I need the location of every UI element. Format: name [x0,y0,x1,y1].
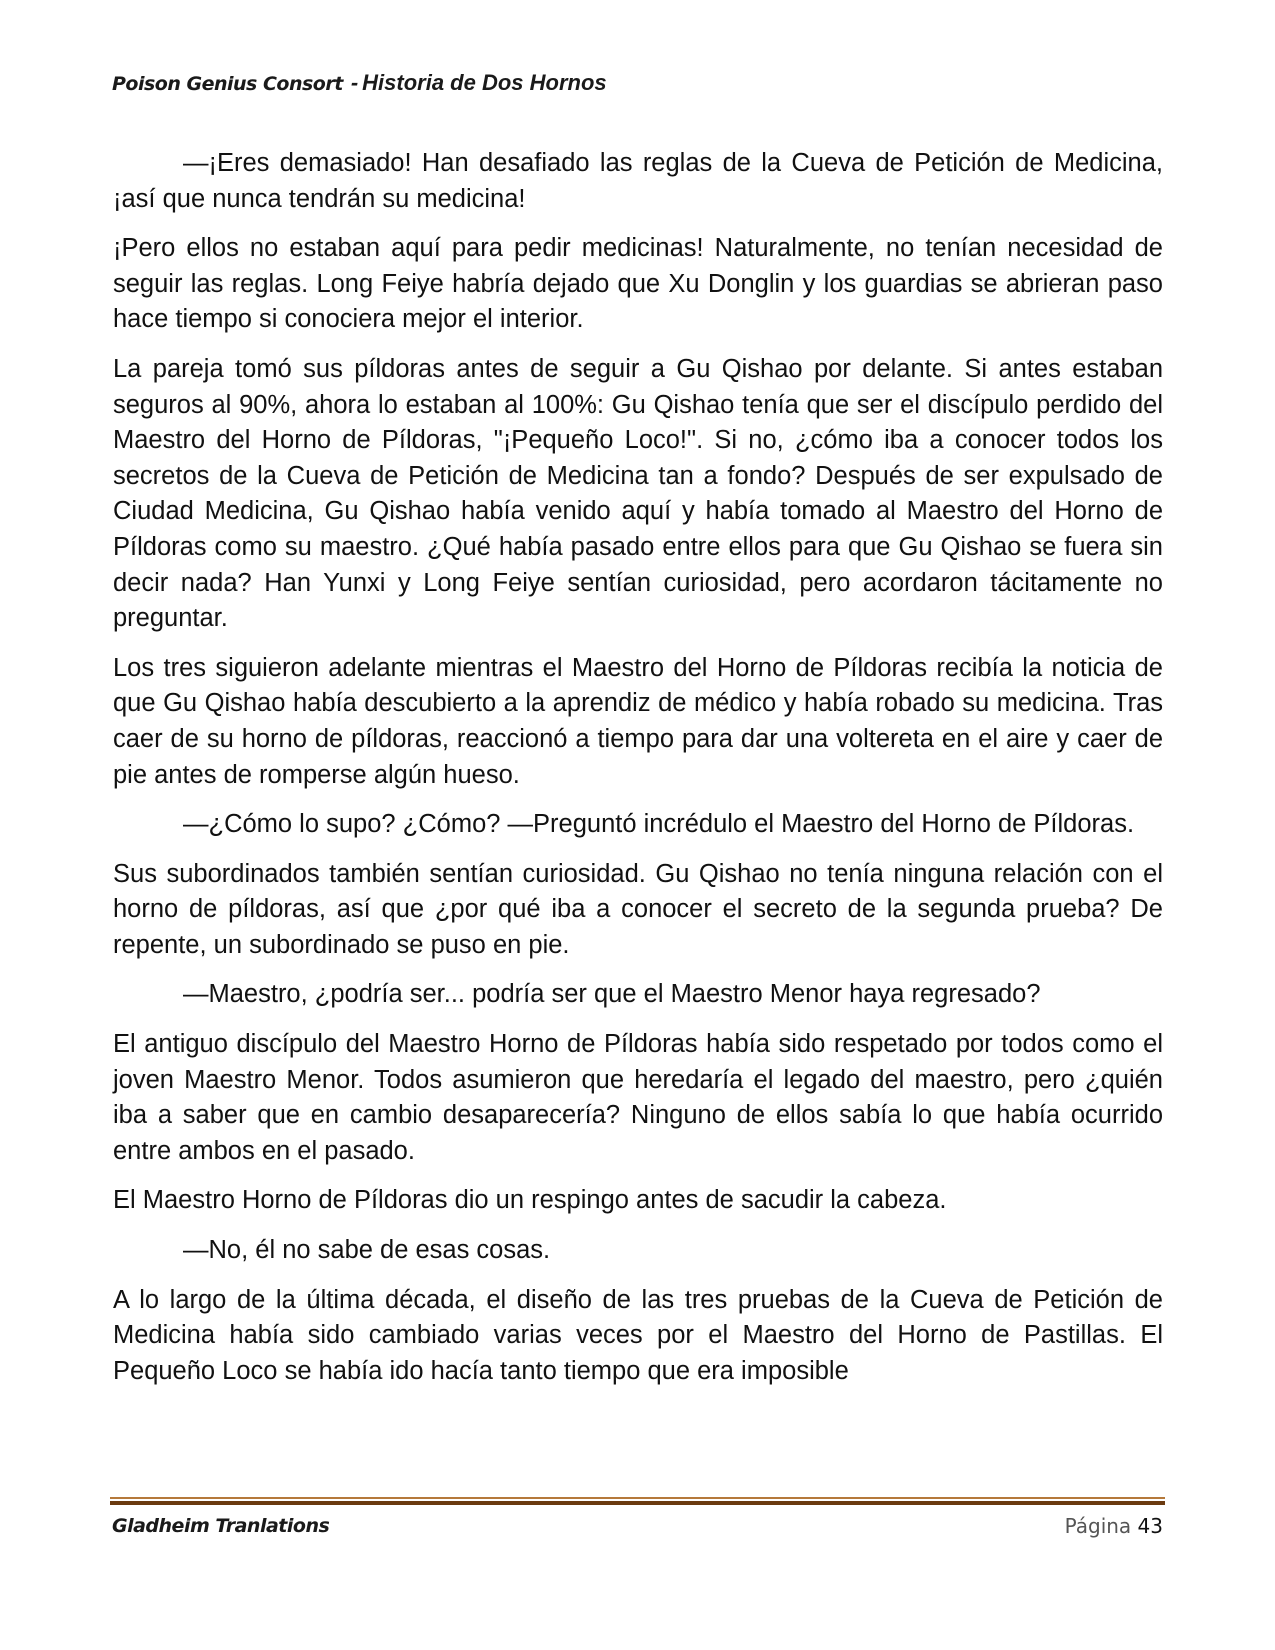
footer-divider-thick-line [110,1501,1165,1505]
page-body [113,146,1163,1403]
translator-credit: Gladheim Tranlations [112,1515,330,1537]
running-header [112,70,607,96]
footer-divider-thin-line [110,1497,1165,1499]
chapter-title: Historia de Dos Hornos [362,70,607,95]
narrative-paragraph: Sus subordinados también sentían curiosidad. Gu Qishao no tenía ninguna relación con el horno de píldoras, así que ¿por qué iba a conocer el secreto de la segunda prueba? De repente, un subordinado se puso en pie. [113,859,1163,959]
dialogue-paragraph: —No, él no sabe de esas cosas. [183,1236,551,1265]
footer-divider [110,1497,1165,1505]
dialogue-paragraph: —Maestro, ¿podría ser... podría ser que el Maestro Menor haya regresado? [183,980,1041,1009]
narrative-paragraph: Los tres siguieron adelante mientras el Maestro del Horno de Píldoras recibía la noticia de que Gu Qishao había descubierto a la aprendiz de médico y había robado su medicina. Tras caer de su horno de píldoras, reaccionó a tiempo para dar una voltereta en el aire y caer de pie antes de romperse algún hueso. [113,653,1163,789]
narrative-paragraph: ¡Pero ellos no estaban aquí para pedir medicinas! Naturalmente, no tenían necesidad de seguir las reglas. Long Feiye habría dejado que Xu Donglin y los guardias se abrieran paso hace tiempo si conociera mejor el interior. [113,234,1163,334]
narrative-paragraph: El Maestro Horno de Píldoras dio un respingo antes de sacudir la cabeza. [113,1186,947,1215]
narrative-paragraph: El antiguo discípulo del Maestro Horno de Píldoras había sido respetado por todos como el joven Maestro Menor. Todos asumieron que heredaría el legado del maestro, pero ¿quién iba a saber que en cambio desaparecería? Ninguno de ellos sabía lo que había ocurrido entre ambos en el pasado. [113,1030,1163,1165]
series-title: Poison Genius Consort [112,73,343,95]
page-number-footer [1065,1514,1163,1538]
header-separator: - [350,70,359,95]
dialogue-paragraph: —¿Cómo lo supo? ¿Cómo? —Preguntó incrédulo el Maestro del Horno de Píldoras. [183,810,1135,839]
page-number: 43 [1137,1514,1163,1538]
narrative-paragraph: A lo largo de la última década, el diseño de las tres pruebas de la Cueva de Petición de Medicina había sido cambiado varias veces por el Maestro del Horno de Pastillas. El Pequeño Loco se había ido hacía tanto tiempo que era imposible [113,1285,1163,1385]
page-label: Página [1064,1514,1132,1538]
dialogue-paragraph: —¡Eres demasiado! Han desafiado las reglas de la Cueva de Petición de Medicina, ¡así que nunca tendrán su medicina! [113,149,1163,213]
narrative-paragraph: La pareja tomó sus píldoras antes de seguir a Gu Qishao por delante. Si antes estaban seguros al 90%, ahora lo estaban al 100%: Gu Qishao tenía que ser el discípulo perdido del Maestro del Horno de Píldoras, "¡Pequeño Loco!". Si no, ¿cómo iba a conocer todos los secretos de la Cueva de Petición de Medicina tan a fondo? Después de ser expulsado de Ciudad Medicina, Gu Qishao había venido aquí y había tomado al Maestro del Horno de Píldoras como su maestro. ¿Qué había pasado entre ellos para que Gu Qishao se fuera sin decir nada? Han Yunxi y Long Feiye sentían curiosidad, pero acordaron tácitamente no preguntar. [113,354,1163,633]
